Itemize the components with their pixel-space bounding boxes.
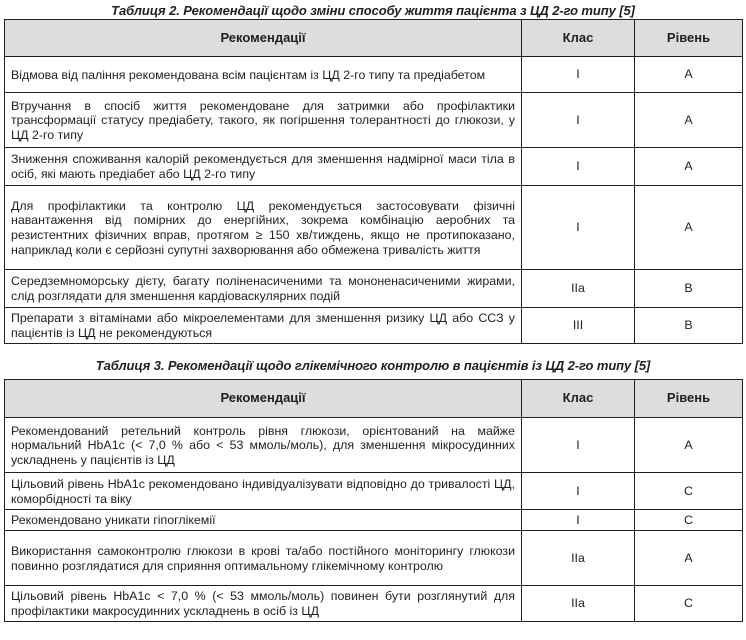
table-3-caption: Таблиця 3. Рекомендації щодо глікемічного контролю в пацієнтів із ЦД 2-го типу [5] bbox=[95, 358, 651, 373]
recommendation-level: C bbox=[635, 473, 743, 510]
table-row bbox=[5, 186, 743, 270]
recommendation-level: A bbox=[635, 531, 743, 586]
recommendation-level: A bbox=[635, 148, 743, 186]
recommendation-text: Втручання в спосіб життя рекомендоване для затримки або профілактики трансформації статусу предіабету, такого, як погіршення толерантності до глюкози, у ЦД 2-го типу bbox=[5, 93, 522, 148]
recommendation-text: Середземноморську дієту, багату поліненасиченими та мононенасиченими жирами, слід розглядати для зменшення кардіоваскулярних подій bbox=[5, 270, 522, 308]
table-row bbox=[5, 93, 743, 148]
recommendation-class: I bbox=[522, 473, 635, 510]
recommendation-text: Для профілактики та контролю ЦД рекомендується застосовувати фізичні навантаження від помірних до енергійних, зокрема комбінацію аеробних та резистентних фізичних вправ, протягом ≥ 150 хв/тиждень, якщо не протипоказано, наприклад коли є серйозні супутні захворювання або обмежена тривалість життя bbox=[5, 186, 522, 270]
table-row bbox=[5, 418, 743, 473]
header-level: Рівень bbox=[635, 20, 743, 57]
recommendation-text: Препарати з вітамінами або мікроелементами для зменшення ризику ЦД або ССЗ у пацієнтів із ЦД не рекомендуються bbox=[5, 308, 522, 344]
table-3 bbox=[4, 379, 743, 622]
table-row bbox=[5, 148, 743, 186]
recommendation-class: III bbox=[522, 308, 635, 344]
recommendation-class: IIa bbox=[522, 531, 635, 586]
recommendation-level: B bbox=[635, 270, 743, 308]
table-row bbox=[5, 270, 743, 308]
table-row bbox=[5, 586, 743, 622]
table-2-header-row bbox=[5, 20, 743, 57]
recommendation-class: IIa bbox=[522, 586, 635, 622]
recommendation-class: I bbox=[522, 418, 635, 473]
recommendation-text: Рекомендований ретельний контроль рівня глюкози, орієнтований на майже нормальний HbA1c (< 7,0 % або < 53 ммоль/моль), для зменшення мікросудинних ускладнень у пацієнтів із ЦД bbox=[5, 418, 522, 473]
table-2 bbox=[4, 19, 743, 344]
recommendation-class: IIa bbox=[522, 270, 635, 308]
recommendation-class: I bbox=[522, 57, 635, 93]
recommendation-level: C bbox=[635, 586, 743, 622]
header-class: Клас bbox=[522, 20, 635, 57]
recommendation-level: A bbox=[635, 57, 743, 93]
header-recommendation: Рекомендації bbox=[5, 20, 522, 57]
recommendation-text: Цільовий рівень HbA1c < 7,0 % (< 53 ммоль/моль) повинен бути розглянутий для профілактики макросудинних ускладнень в осіб із ЦД bbox=[5, 586, 522, 622]
header-recommendation: Рекомендації bbox=[5, 380, 522, 418]
table-row bbox=[5, 473, 743, 510]
recommendation-level: C bbox=[635, 510, 743, 531]
header-level: Рівень bbox=[635, 380, 743, 418]
table-row bbox=[5, 308, 743, 344]
table-3-header-row bbox=[5, 380, 743, 418]
recommendation-class: I bbox=[522, 186, 635, 270]
recommendation-level: A bbox=[635, 186, 743, 270]
recommendation-text: Зниження споживання калорій рекомендується для зменшення надмірної маси тіла в осіб, які мають предіабет або ЦД 2-го типу bbox=[5, 148, 522, 186]
recommendation-text: Рекомендовано уникати гіпоглікемії bbox=[5, 510, 522, 531]
header-class: Клас bbox=[522, 380, 635, 418]
table-row bbox=[5, 57, 743, 93]
recommendation-level: A bbox=[635, 418, 743, 473]
recommendation-level: A bbox=[635, 93, 743, 148]
recommendation-class: I bbox=[522, 93, 635, 148]
table-2-caption: Таблиця 2. Рекомендації щодо зміни способу життя пацієнта з ЦД 2-го типу [5] bbox=[111, 3, 635, 18]
table-row bbox=[5, 510, 743, 531]
recommendation-text: Відмова від паління рекомендована всім пацієнтам із ЦД 2-го типу та предіабетом bbox=[5, 57, 522, 93]
recommendation-text: Використання самоконтролю глюкози в крові та/або постійного моніторингу глюкози повинно розглядатися для сприяння оптимальному глікемічному контролю bbox=[5, 531, 522, 586]
table-row bbox=[5, 531, 743, 586]
recommendation-text: Цільовий рівень HbA1c рекомендовано індивідуалізувати відповідно до тривалості ЦД, коморбідності та віку bbox=[5, 473, 522, 510]
recommendation-class: I bbox=[522, 148, 635, 186]
recommendation-level: B bbox=[635, 308, 743, 344]
recommendation-class: I bbox=[522, 510, 635, 531]
